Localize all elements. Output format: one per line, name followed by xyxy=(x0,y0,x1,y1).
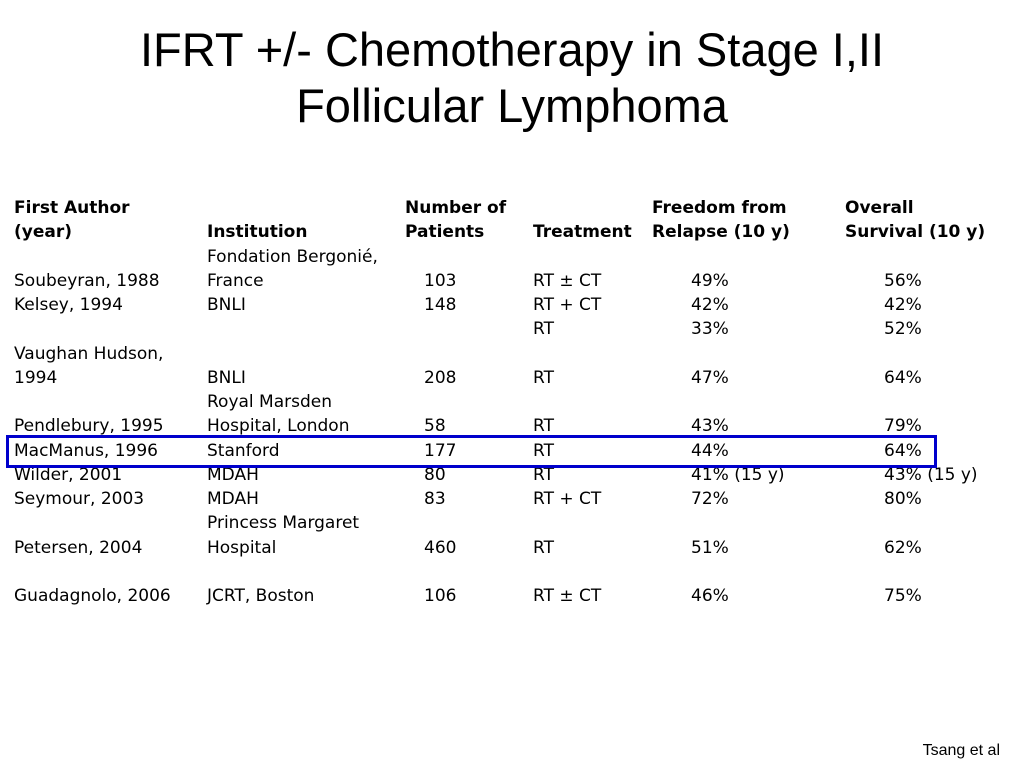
cell-os: 80% xyxy=(884,489,922,509)
cell-author: Pendlebury, 1995 xyxy=(14,416,164,437)
cell-patients: 80 xyxy=(424,464,446,485)
citation: Tsang et al xyxy=(922,742,1000,759)
cell-ffr: 42% xyxy=(691,295,729,315)
header-author: First Author xyxy=(14,198,130,218)
cell-ffr: 46% xyxy=(691,586,729,606)
cell-treatment: RT + CT xyxy=(533,489,602,509)
cell-patients: 208 xyxy=(424,367,457,388)
cell-ffr: 43% xyxy=(691,416,729,437)
cell-author: Vaughan Hudson, xyxy=(14,343,164,364)
table-row xyxy=(0,511,1024,535)
cell-author: Guadagnolo, 2006 xyxy=(14,586,171,606)
cell-treatment: RT ± CT xyxy=(533,270,602,291)
table-row xyxy=(0,342,1024,366)
cell-institution: MDAH xyxy=(207,489,259,509)
cell-os: 43% (15 y) xyxy=(884,464,978,485)
cell-institution: BNLI xyxy=(207,295,246,315)
cell-ffr: 33% xyxy=(691,319,729,340)
table-row xyxy=(0,245,1024,269)
cell-treatment: RT ± CT xyxy=(533,586,602,606)
cell-institution: BNLI xyxy=(207,367,246,388)
table-row xyxy=(0,366,1024,390)
cell-os: 42% xyxy=(884,295,922,315)
cell-author: Wilder, 2001 xyxy=(14,464,123,485)
table-row xyxy=(0,317,1024,341)
header-ffr: Relapse (10 y) xyxy=(652,222,790,243)
cell-treatment: RT xyxy=(533,319,554,340)
title-line-2: Follicular Lymphoma xyxy=(296,79,728,132)
cell-treatment: RT xyxy=(533,367,554,388)
study-table xyxy=(0,196,1024,608)
header-os: Overall xyxy=(845,198,914,218)
cell-author: Seymour, 2003 xyxy=(14,489,145,509)
cell-ffr: 72% xyxy=(691,489,729,509)
table-row xyxy=(0,560,1024,584)
highlight-box xyxy=(6,435,937,468)
cell-author: Kelsey, 1994 xyxy=(14,295,123,315)
header-author: (year) xyxy=(14,222,73,243)
cell-patients: 460 xyxy=(424,537,457,558)
header-patients: Number of xyxy=(405,198,507,218)
cell-institution: Royal Marsden xyxy=(207,392,333,412)
header-institution: Institution xyxy=(207,222,308,243)
cell-os: 79% xyxy=(884,416,922,437)
cell-patients: 83 xyxy=(424,489,446,509)
table-body xyxy=(0,245,1024,609)
cell-os: 64% xyxy=(884,440,922,461)
cell-patients: 103 xyxy=(424,270,457,291)
cell-ffr: 41% (15 y) xyxy=(691,464,785,485)
cell-patients: 58 xyxy=(424,416,446,437)
cell-os: 56% xyxy=(884,270,922,291)
cell-ffr: 44% xyxy=(691,440,729,461)
cell-patients: 148 xyxy=(424,295,457,315)
cell-treatment: RT + CT xyxy=(533,295,602,315)
header-ffr: Freedom from xyxy=(652,198,787,218)
cell-institution: Hospital, London xyxy=(207,416,350,437)
cell-ffr: 47% xyxy=(691,367,729,388)
cell-institution: Princess Margaret xyxy=(207,513,360,534)
table-row xyxy=(0,487,1024,511)
table-row xyxy=(0,390,1024,414)
header-treatment: Treatment xyxy=(533,222,632,243)
cell-author: 1994 xyxy=(14,367,58,388)
cell-institution: MDAH xyxy=(207,464,259,485)
header-os: Survival (10 y) xyxy=(845,222,986,243)
cell-author: MacManus, 1996 xyxy=(14,440,158,461)
cell-institution: Hospital xyxy=(207,537,277,558)
header-patients: Patients xyxy=(405,222,485,243)
cell-institution: France xyxy=(207,270,264,291)
cell-treatment: RT xyxy=(533,464,554,485)
cell-treatment: RT xyxy=(533,537,554,558)
table-row xyxy=(0,584,1024,608)
table-header-row-2 xyxy=(0,220,1024,244)
table-header-row-1 xyxy=(0,196,1024,220)
table-row xyxy=(0,293,1024,317)
slide-title xyxy=(0,22,1024,134)
cell-os: 52% xyxy=(884,319,922,340)
table-row xyxy=(0,269,1024,293)
cell-treatment: RT xyxy=(533,440,554,461)
cell-treatment: RT xyxy=(533,416,554,437)
cell-institution: Stanford xyxy=(207,440,280,461)
table-row xyxy=(0,536,1024,560)
cell-ffr: 49% xyxy=(691,270,729,291)
cell-ffr: 51% xyxy=(691,537,729,558)
cell-os: 64% xyxy=(884,367,922,388)
cell-institution: JCRT, Boston xyxy=(207,586,315,606)
cell-author: Soubeyran, 1988 xyxy=(14,270,160,291)
cell-os: 62% xyxy=(884,537,922,558)
cell-os: 75% xyxy=(884,586,922,606)
cell-institution: Fondation Bergonié, xyxy=(207,246,378,267)
cell-patients: 106 xyxy=(424,586,457,606)
title-line-1: IFRT +/- Chemotherapy in Stage I,II xyxy=(139,23,885,76)
cell-patients: 177 xyxy=(424,440,457,461)
cell-author: Petersen, 2004 xyxy=(14,537,143,558)
